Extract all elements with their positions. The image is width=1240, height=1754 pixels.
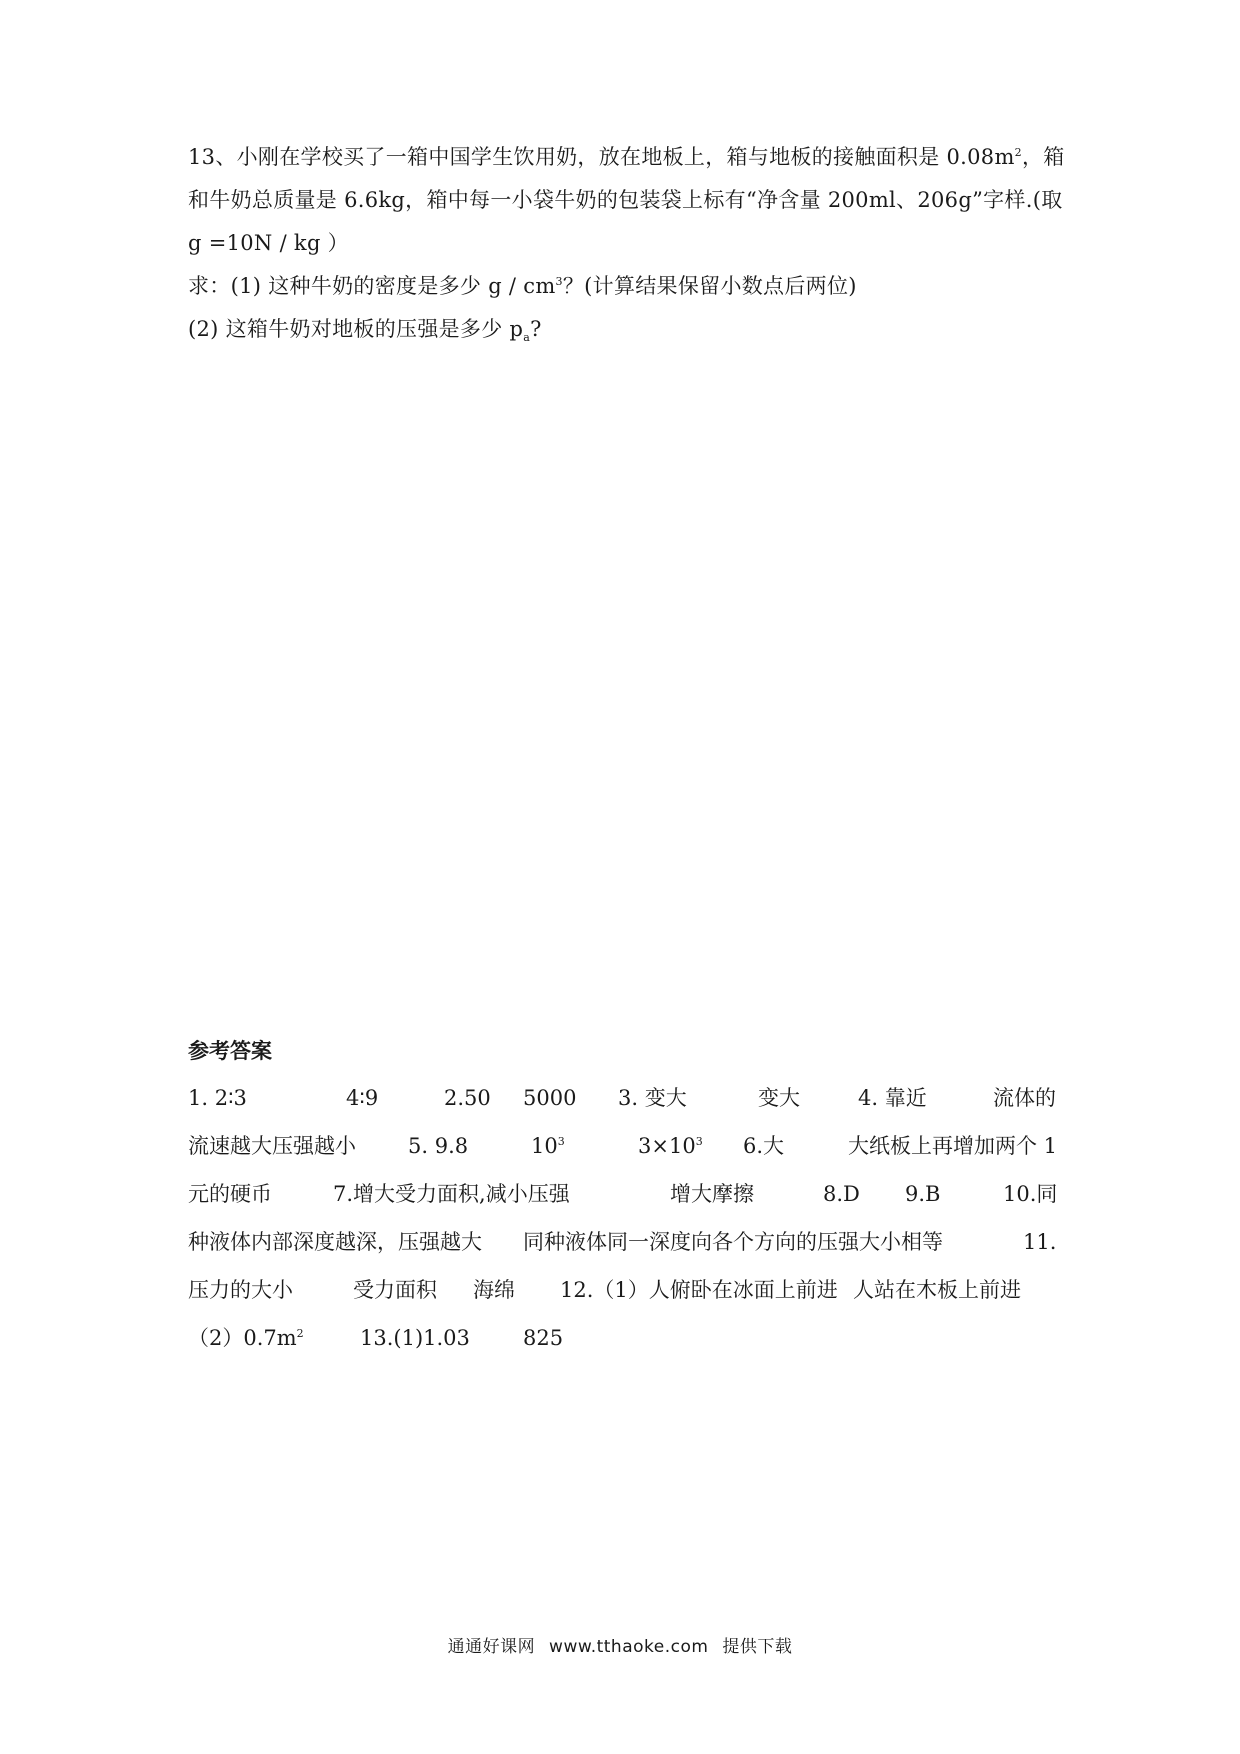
answer-item: 12.（1）人俯卧在冰面上前进: [560, 1278, 838, 1302]
question-text: ？(计算结果保留小数点后两位): [562, 274, 857, 298]
answer-item: 1. 2∶3: [188, 1086, 247, 1110]
question-text: 13、小刚在学校买了一箱中国学生饮用奶，放在地板上，箱与地板的接触面积是 0.08m: [188, 145, 1015, 169]
answer-item: 5. 9.8: [408, 1134, 469, 1158]
superscript: 3: [557, 1135, 565, 1148]
answer-item: 流速越大压强越小: [188, 1134, 356, 1158]
answer-item: 5000: [523, 1086, 577, 1110]
answer-item: 流体的: [993, 1086, 1056, 1110]
answer-item: 13.(1)1.03: [360, 1326, 470, 1350]
answer-item: 增大摩擦: [670, 1182, 754, 1206]
question-text: ，箱: [1021, 145, 1065, 169]
footer-suffix: 提供下载: [722, 1637, 793, 1657]
answer-item: 11.: [1023, 1230, 1057, 1254]
answer-item: 8.D: [823, 1182, 860, 1206]
answer-value: （2）0.7m: [188, 1326, 297, 1350]
answer-item: [188, 1323, 304, 1353]
answer-item: 元的硬币: [188, 1182, 272, 1206]
footer-site-name: 通通好课网: [447, 1637, 536, 1657]
question-text: (2) 这箱牛奶对地板的压强是多少 p: [188, 317, 524, 341]
footer-url[interactable]: www.tthaoke.com: [549, 1637, 709, 1657]
answer-item: 大纸板上再增加两个 1: [848, 1134, 1058, 1158]
question-text: g =10N / kg ）: [188, 231, 349, 255]
answer-item: 变大: [758, 1086, 800, 1110]
answer-item: 同种液体同一深度向各个方向的压强大小相等: [523, 1230, 943, 1254]
superscript: 3: [695, 1135, 703, 1148]
answer-item: 10.同: [1003, 1182, 1058, 1206]
superscript: 2: [296, 1327, 304, 1340]
answer-item: 压力的大小: [188, 1278, 293, 1302]
answer-item: 4∶9: [346, 1086, 379, 1110]
answer-item: 9.B: [905, 1182, 941, 1206]
question-line-3: [188, 228, 1058, 258]
answer-item: 海绵: [473, 1278, 515, 1302]
answer-item: [638, 1131, 703, 1161]
question-line-4: [188, 271, 1058, 301]
answer-item: 825: [523, 1326, 564, 1350]
answer-item: 3. 变大: [618, 1086, 687, 1110]
answer-item: 2.50: [444, 1086, 491, 1110]
answer-value: 3×10: [638, 1134, 696, 1158]
superscript: 2: [1014, 146, 1022, 159]
question-line-5: [188, 314, 1058, 344]
answer-item: 受力面积: [353, 1278, 437, 1302]
answer-item: 6.大: [743, 1134, 785, 1158]
question-text: 和牛奶总质量是 6.6kg，箱中每一小袋牛奶的包装袋上标有“净含量 200ml、206g”字样.(取: [188, 188, 1063, 212]
answer-item: 4. 靠近: [858, 1086, 927, 1110]
question-line-1: [188, 142, 1065, 172]
answer-item: 7.增大受力面积,减小压强: [333, 1182, 570, 1206]
superscript: 3: [555, 275, 563, 288]
answer-value: 10: [531, 1134, 558, 1158]
page-footer: [0, 1632, 1240, 1657]
answer-item: 人站在木板上前进: [853, 1278, 1021, 1302]
question-text: 求：(1) 这种牛奶的密度是多少 g / cm: [188, 274, 556, 298]
question-text: ?: [530, 317, 542, 341]
answer-item: 种液体内部深度越深，压强越大: [188, 1230, 482, 1254]
answers-heading: 参考答案: [188, 1039, 272, 1063]
subscript: a: [523, 331, 531, 345]
question-line-2: [188, 185, 1063, 215]
answer-item: [531, 1131, 565, 1161]
